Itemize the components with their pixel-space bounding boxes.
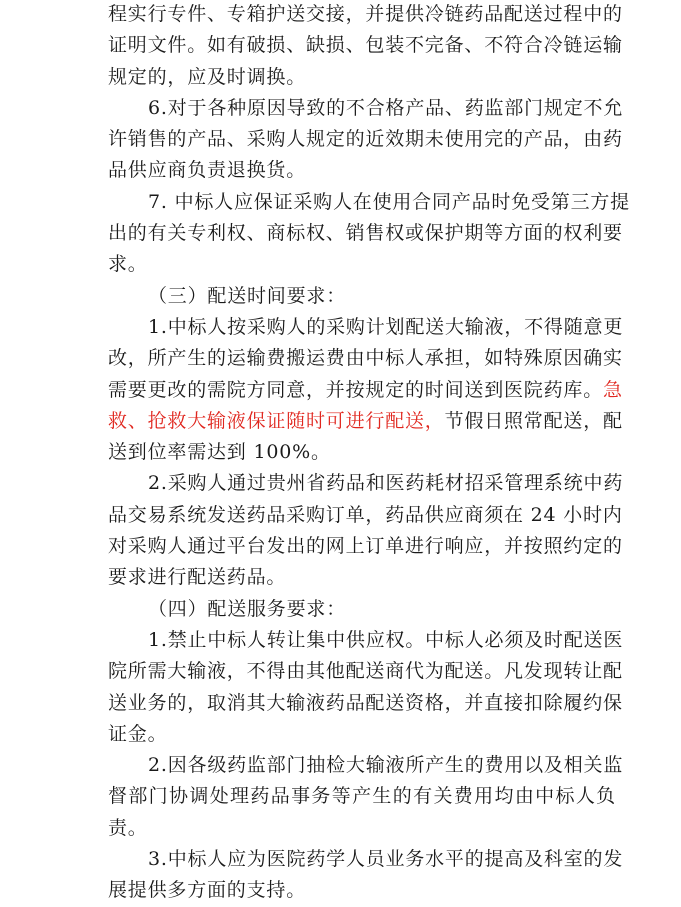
text-line: 1.禁止中标人转让集中供应权。中标人必须及时配送医 <box>148 628 624 651</box>
text-line: （三）配送时间要求： <box>148 284 347 307</box>
text-line: 证明文件。如有破损、缺损、包装不完备、不符合冷链运输 <box>108 34 623 57</box>
text-line: 求。 <box>108 253 148 276</box>
document-page <box>108 0 630 907</box>
text-line: 规定的，应及时调换。 <box>108 65 307 88</box>
text-line: 院所需大输液，不得由其他配送商代为配送。凡发现转让配 <box>108 660 623 683</box>
text-line: 送业务的，取消其大输液药品配送资格，并直接扣除履约保 <box>108 691 623 714</box>
text-line: 3.中标人应为医院药学人员业务水平的提高及科室的发 <box>148 848 624 871</box>
highlighted-text: 急 <box>603 378 623 401</box>
text-line: 许销售的产品、采购人规定的近效期未使用完的产品，由药 <box>108 128 623 151</box>
text-line: 责。 <box>108 816 148 839</box>
text-line: 品交易系统发送药品采购订单，药品供应商须在 24 小时内 <box>108 503 623 526</box>
text-line: 程实行专件、专箱护送交接，并提供冷链药品配送过程中的 <box>108 3 623 25</box>
text-line: 证金。 <box>108 722 168 745</box>
highlighted-text: 救、抢救大输液保证随时可进行配送， <box>108 409 445 432</box>
text-line: 2.因各级药监部门抽检大输液所产生的费用以及相关监 <box>148 754 624 777</box>
text-line: （四）配送服务要求： <box>148 597 347 620</box>
text-line: 1.中标人按采购人的采购计划配送大输液，不得随意更 <box>148 315 624 338</box>
text-line: 送到位率需达到 100%。 <box>108 441 331 464</box>
text-line: 6.对于各种原因导致的不合格产品、药监部门规定不允 <box>148 96 624 119</box>
text-line: 要求进行配送药品。 <box>108 566 287 589</box>
text-line: 展提供多方面的支持。 <box>108 879 307 902</box>
text-line <box>108 375 623 406</box>
text-line: 督部门协调处理药品事务等产生的有关费用均由中标人负 <box>108 785 616 808</box>
text-segment: 需要更改的需院方同意，并按规定的时间送到医院药库。 <box>108 378 604 401</box>
text-segment: 节假日照常配送，配 <box>444 409 623 432</box>
text-line: 7. 中标人应保证采购人在使用合同产品时免受第三方提 <box>148 190 630 213</box>
text-line: 2.采购人通过贵州省药品和医药耗材招采管理系统中药 <box>148 472 624 495</box>
text-line <box>108 406 623 437</box>
text-line: 改，所产生的运输费搬运费由中标人承担，如特殊原因确实 <box>108 347 623 370</box>
text-line: 对采购人通过平台发出的网上订单进行响应，并按照约定的 <box>108 535 623 558</box>
text-line: 品供应商负责退换货。 <box>108 159 307 182</box>
text-line: 出的有关专利权、商标权、销售权或保护期等方面的权利要 <box>108 222 623 245</box>
